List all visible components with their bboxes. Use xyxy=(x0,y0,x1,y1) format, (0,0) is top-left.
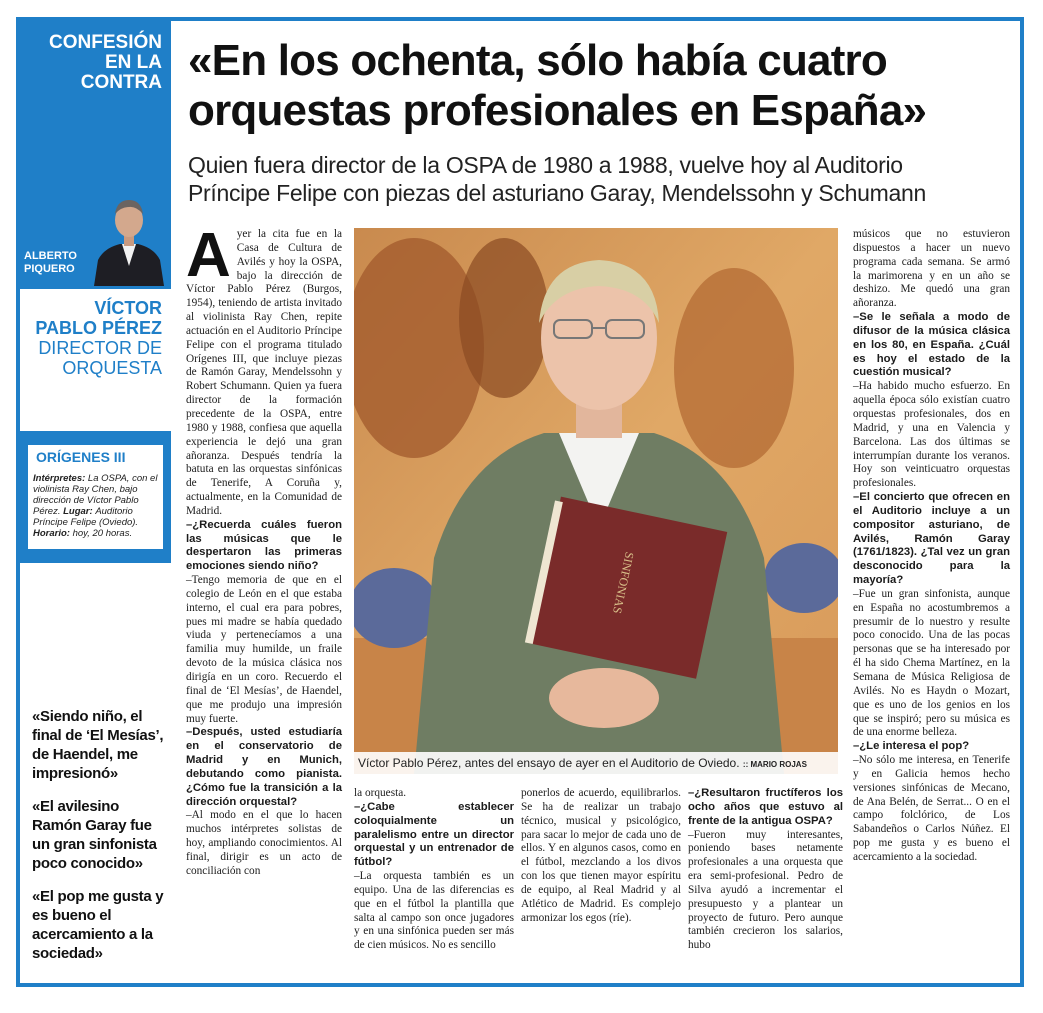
article-paragraph: –Fueron muy interesantes, poniendo bases netamente profesionales a una orquesta que era semi-profesional. Pedro de Silva ayudó a incrementar el presupuesto y a plantear un proyecto de futuro. Pero aunque también crecieron los salarios, hubo xyxy=(688,828,843,952)
interviewee-name: PABLO PÉREZ xyxy=(35,318,162,338)
author-avatar xyxy=(90,186,168,286)
section-label-line: EN LA xyxy=(105,52,162,73)
interviewee-role: DIRECTOR DE xyxy=(38,338,162,358)
article-paragraph: –Ha habido mucho esfuerzo. En aquella época sólo existían cuatro orquestas profesionales, dos en Madrid, y una en Valencia y Barcelona. Las dos últimas se interrumpían durante los veranos. Hoy son veinticuatro orquestas profesionales. xyxy=(853,380,1010,490)
subheadline xyxy=(188,151,1018,207)
infobox-body xyxy=(33,473,163,539)
headline-line: «En los ochenta, sólo había cuatro xyxy=(188,36,887,85)
interviewee-block xyxy=(22,298,162,378)
photo-illustration xyxy=(354,228,838,774)
article-paragraph: –Tengo memoria de que en el colegio de León en el que estaba interno, el cual era para pobres, pues mi madre se había quedado viuda y pertenecíamos a una familia muy humilde, un fraile devoto de la música clásica nos dirigía en un coro. Recuerdo el final de ‘El Mesías’, de Haendel, que me produjo una impresión muy fuerte. xyxy=(186,574,342,725)
main-photo xyxy=(354,228,838,774)
photo-credit: :: MARIO ROJAS xyxy=(742,760,807,769)
interview-question: –Después, usted estudiaría en el conservatorio de Madrid y en Munich, debutando como pianista. ¿Cómo fue la transición a la dirección orquestal? xyxy=(186,726,342,808)
interview-question: –El concierto que ofrecen en el Auditorio incluye a un compositor asturiano, de Avilés, Ramón Garay (1761/1823). ¿Tal vez un gran desconocido para la mayoría? xyxy=(853,491,1010,587)
interview-question: –¿Resultaron fructíferos los ocho años que estuvo al frente de la antigua OSPA? xyxy=(688,787,843,827)
pull-quote: «El pop me gusta y es bueno el acercamiento a la sociedad» xyxy=(32,888,164,962)
author-line: ALBERTO xyxy=(24,250,77,262)
article-column-1 xyxy=(186,221,342,879)
interviewee-role: ORQUESTA xyxy=(62,358,162,378)
interview-question: –¿Recuerda cuáles fueron las músicas que le despertaron las primeras emociones siendo niño? xyxy=(186,518,342,573)
pull-quote: «El avilesino Ramón Garay fue un gran sinfonista poco conocido» xyxy=(32,798,157,872)
pull-quotes xyxy=(32,707,172,977)
article-paragraph: la orquesta. xyxy=(354,787,407,799)
infobox-value: hoy, 20 horas. xyxy=(72,528,133,539)
infobox-value: Auditorio Príncipe Felipe (Oviedo). xyxy=(33,506,139,528)
interviewee-name: VÍCTOR xyxy=(94,298,162,318)
interview-question: –Se le señala a modo de difusor de la música clásica en los 80, en España. ¿Cuál es hoy el estado de la cuestión musical? xyxy=(853,311,1010,379)
author-byline xyxy=(24,250,77,276)
article-paragraph: ponerlos de acuerdo, equilibrarlos. Se ha de realizar un trabajo técnico, musical y psicológico, para sacar lo mejor de cada uno de ellos. Y en algunos casos, como en el fútbol, mezclando a los divos con los que tienen mayor espíritu de equipo, al Real Madrid y al Atlético de Madrid. Es complejo armonizar los egos (ríe). xyxy=(521,787,681,924)
section-label-line: CONFESIÓN xyxy=(49,32,162,53)
infobox-title: ORÍGENES III xyxy=(36,449,126,465)
interview-question: –¿Cabe establecer coloquialmente un paralelismo entre un director orquestal y un entrenador de fútbol? xyxy=(354,800,514,869)
section-label-line: CONTRA xyxy=(80,72,162,93)
drop-cap: A xyxy=(186,221,231,290)
infobox-label: Intérpretes: xyxy=(33,473,86,484)
article-column-3 xyxy=(521,787,681,925)
interview-question: –¿Le interesa el pop? xyxy=(853,740,970,753)
author-line: PIQUERO xyxy=(24,263,75,275)
photo-caption xyxy=(354,752,838,774)
caption-text: Víctor Pablo Pérez, antes del ensayo de ayer en el Auditorio de Oviedo. xyxy=(358,756,740,770)
article-paragraph: –Fue un gran sinfonista, aunque en España no acostumbremos a presumir de lo nuestro y resulte poco conocido. Una de las pocas personas que se ha interesado por él ha sido Chema Martínez, en la Semana de Música Religiosa de Avilés. No es Haydn o Mozart, que es uno de los genios en los que se inspiró; pero su música es de una enorme belleza. xyxy=(853,587,1010,739)
article-column-5 xyxy=(853,228,1010,865)
infobox-label: Lugar: xyxy=(63,506,93,517)
article-column-4 xyxy=(688,787,843,953)
headline-line: orquestas profesionales en España» xyxy=(188,86,927,135)
article-paragraph: músicos que no estuvieron dispuestos a hacer un nuevo programa cada semana. Se armó la marimorena y en un año se deshizo. Me quedó una gran añoranza. xyxy=(853,228,1010,310)
headline xyxy=(188,36,1018,136)
pull-quote: «Siendo niño, el final de ‘El Mesías’, de Haendel, me impresionó» xyxy=(32,708,164,782)
section-label xyxy=(22,33,162,93)
article-paragraph: yer la cita fue en la Casa de Cultura de Avilés y hoy la OSPA, bajo la dirección de Víctor Pablo Pérez (Burgos, 1954), teniendo de artista invitado al violinista Ray Chen, repite actuación en el Auditorio Príncipe Felipe con el programa titulado Orígenes III, que incluye piezas de Ramón Garay, Mendelssohn y Robert Schumann. Quien ya fuera director de la formación precedente de la OSPA, entre 1980 y 1988, confiesa que aquella experiencia le dejó una gran añoranza. Después tendría la batuta en las orquestas sinfónicas de Tenerife, A Coruña y, actualmente, en la Comunidad de Madrid. xyxy=(186,228,342,517)
subheadline-line: Príncipe Felipe con piezas del asturiano Garay, Mendelssohn y Schumann xyxy=(188,180,926,206)
infobox-label: Horario: xyxy=(33,528,70,539)
subheadline-line: Quien fuera director de la OSPA de 1980 a 1988, vuelve hoy al Auditorio xyxy=(188,152,903,178)
article-paragraph: –Al modo en el que lo hacen muchos intérpretes solistas de hoy, ampliando conocimientos. Al final, dirigir es un acto de conciliación con xyxy=(186,809,342,877)
book-label: SINFONIAS xyxy=(610,550,637,615)
article-paragraph: –No sólo me interesa, en Tenerife y en Galicia hemos hecho versiones sinfónicas de Mecano, de Ana Belén, de Serrat... O en el campo folclórico, de Los Sabandeños o Carlos Núñez. El pop me gusta y es bueno el acercamiento a la sociedad. xyxy=(853,754,1010,863)
infobox-value: La OSPA, con el violinista Ray Chen, bajo dirección de Víctor Pablo Pérez. xyxy=(33,473,158,517)
article-column-2 xyxy=(354,787,514,953)
article-paragraph: –La orquesta también es un equipo. Una de las diferencias es que en el fútbol la plantilla que salta al campo son once jugadores y en una sinfónica pueden ser más de cien músicos. No es sencillo xyxy=(354,870,514,952)
